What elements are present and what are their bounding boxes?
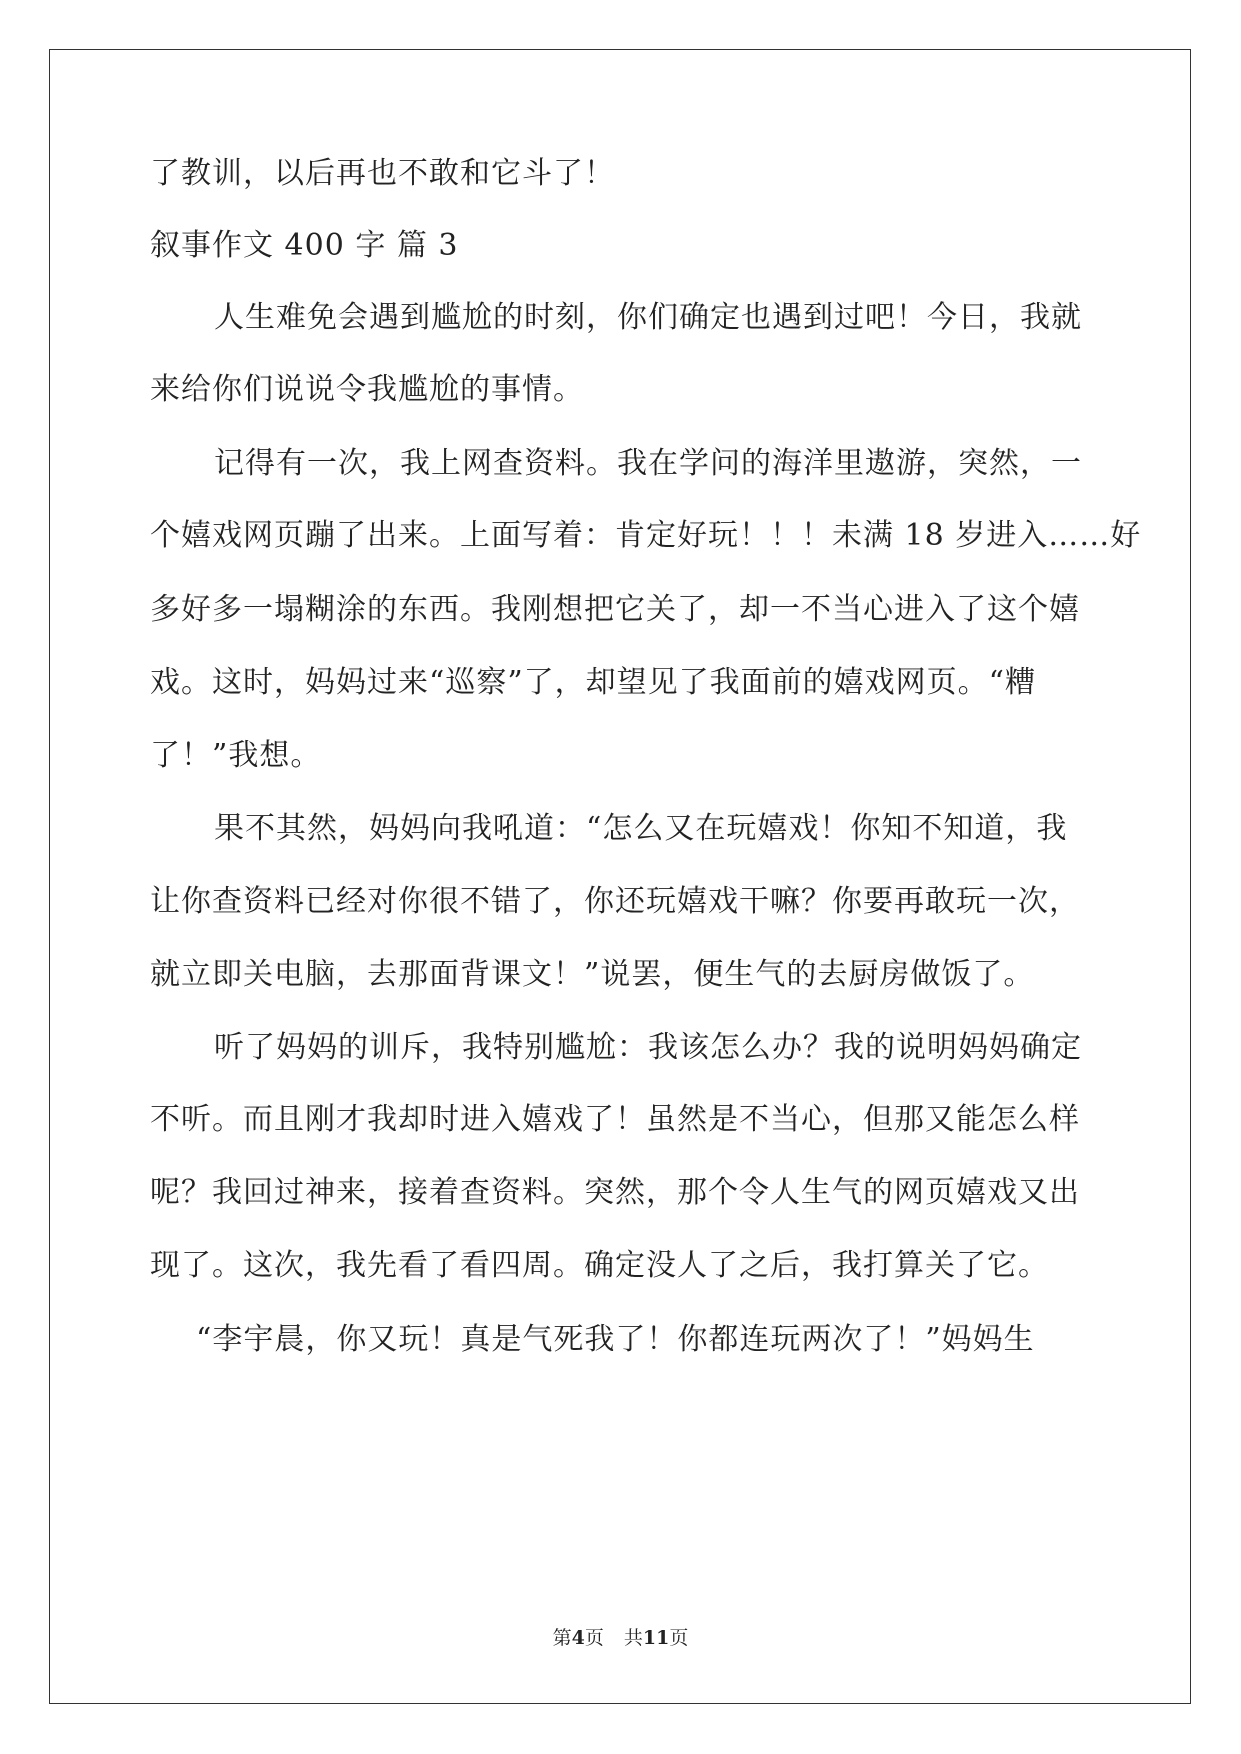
paragraph-4-line-2: 不听。而且刚才我却时进入嬉戏了！虽然是不当心，但那又能怎么样	[150, 1102, 1080, 1137]
paragraph-3-line-3: 就立即关电脑，去那面背课文！”说罢，便生气的去厨房做饭了。	[150, 957, 1035, 992]
paragraph-2-line-2: 个嬉戏网页蹦了出来。上面写着：肯定好玩！！！未满 18 岁进入……好	[150, 518, 1142, 553]
paragraph-4-line-4: 现了。这次，我先看了看四周。确定没人了之后，我打算关了它。	[150, 1248, 1049, 1283]
paragraph-2-line-3: 多好多一塌糊涂的东西。我刚想把它关了，却一不当心进入了这个嬉	[150, 592, 1080, 627]
paragraph-4-line-1: 听了妈妈的训斥，我特别尴尬：我该怎么办？我的说明妈妈确定	[214, 1030, 1082, 1065]
paragraph-3-line-1: 果不其然，妈妈向我吼道：“怎么又在玩嬉戏！你知不知道，我	[214, 811, 1068, 846]
footer-page-number: 4	[571, 1627, 585, 1649]
section-heading: 叙事作文 400 字 篇 3	[150, 228, 459, 263]
paragraph-2-line-4: 戏。这时，妈妈过来“巡察”了，却望见了我面前的嬉戏网页。“糟	[150, 665, 1037, 700]
paragraph-5-line-1: “李宇晨，你又玩！真是气死我了！你都连玩两次了！”妈妈生	[196, 1322, 1035, 1357]
text-line-continuation: 了教训，以后再也不敢和它斗了！	[150, 156, 615, 191]
paragraph-4-line-3: 呢？我回过神来，接着查资料。突然，那个令人生气的网页嬉戏又出	[150, 1175, 1080, 1210]
page-footer	[0, 1626, 1241, 1650]
footer-total-suffix: 页	[669, 1627, 689, 1649]
paragraph-1-line-2: 来给你们说说令我尴尬的事情。	[150, 372, 584, 407]
footer-page-prefix: 第	[552, 1627, 572, 1649]
paragraph-2-line-1: 记得有一次，我上网查资料。我在学问的海洋里遨游，突然，一	[214, 446, 1082, 481]
paragraph-1-line-1: 人生难免会遇到尴尬的时刻，你们确定也遇到过吧！今日，我就	[214, 300, 1082, 335]
footer-total-prefix: 共	[623, 1627, 643, 1649]
paragraph-3-line-2: 让你查资料已经对你很不错了，你还玩嬉戏干嘛？你要再敢玩一次，	[150, 884, 1080, 919]
footer-page-suffix: 页	[584, 1627, 604, 1649]
footer-total-pages: 11	[642, 1627, 670, 1649]
paragraph-2-line-5: 了！”我想。	[150, 738, 322, 773]
